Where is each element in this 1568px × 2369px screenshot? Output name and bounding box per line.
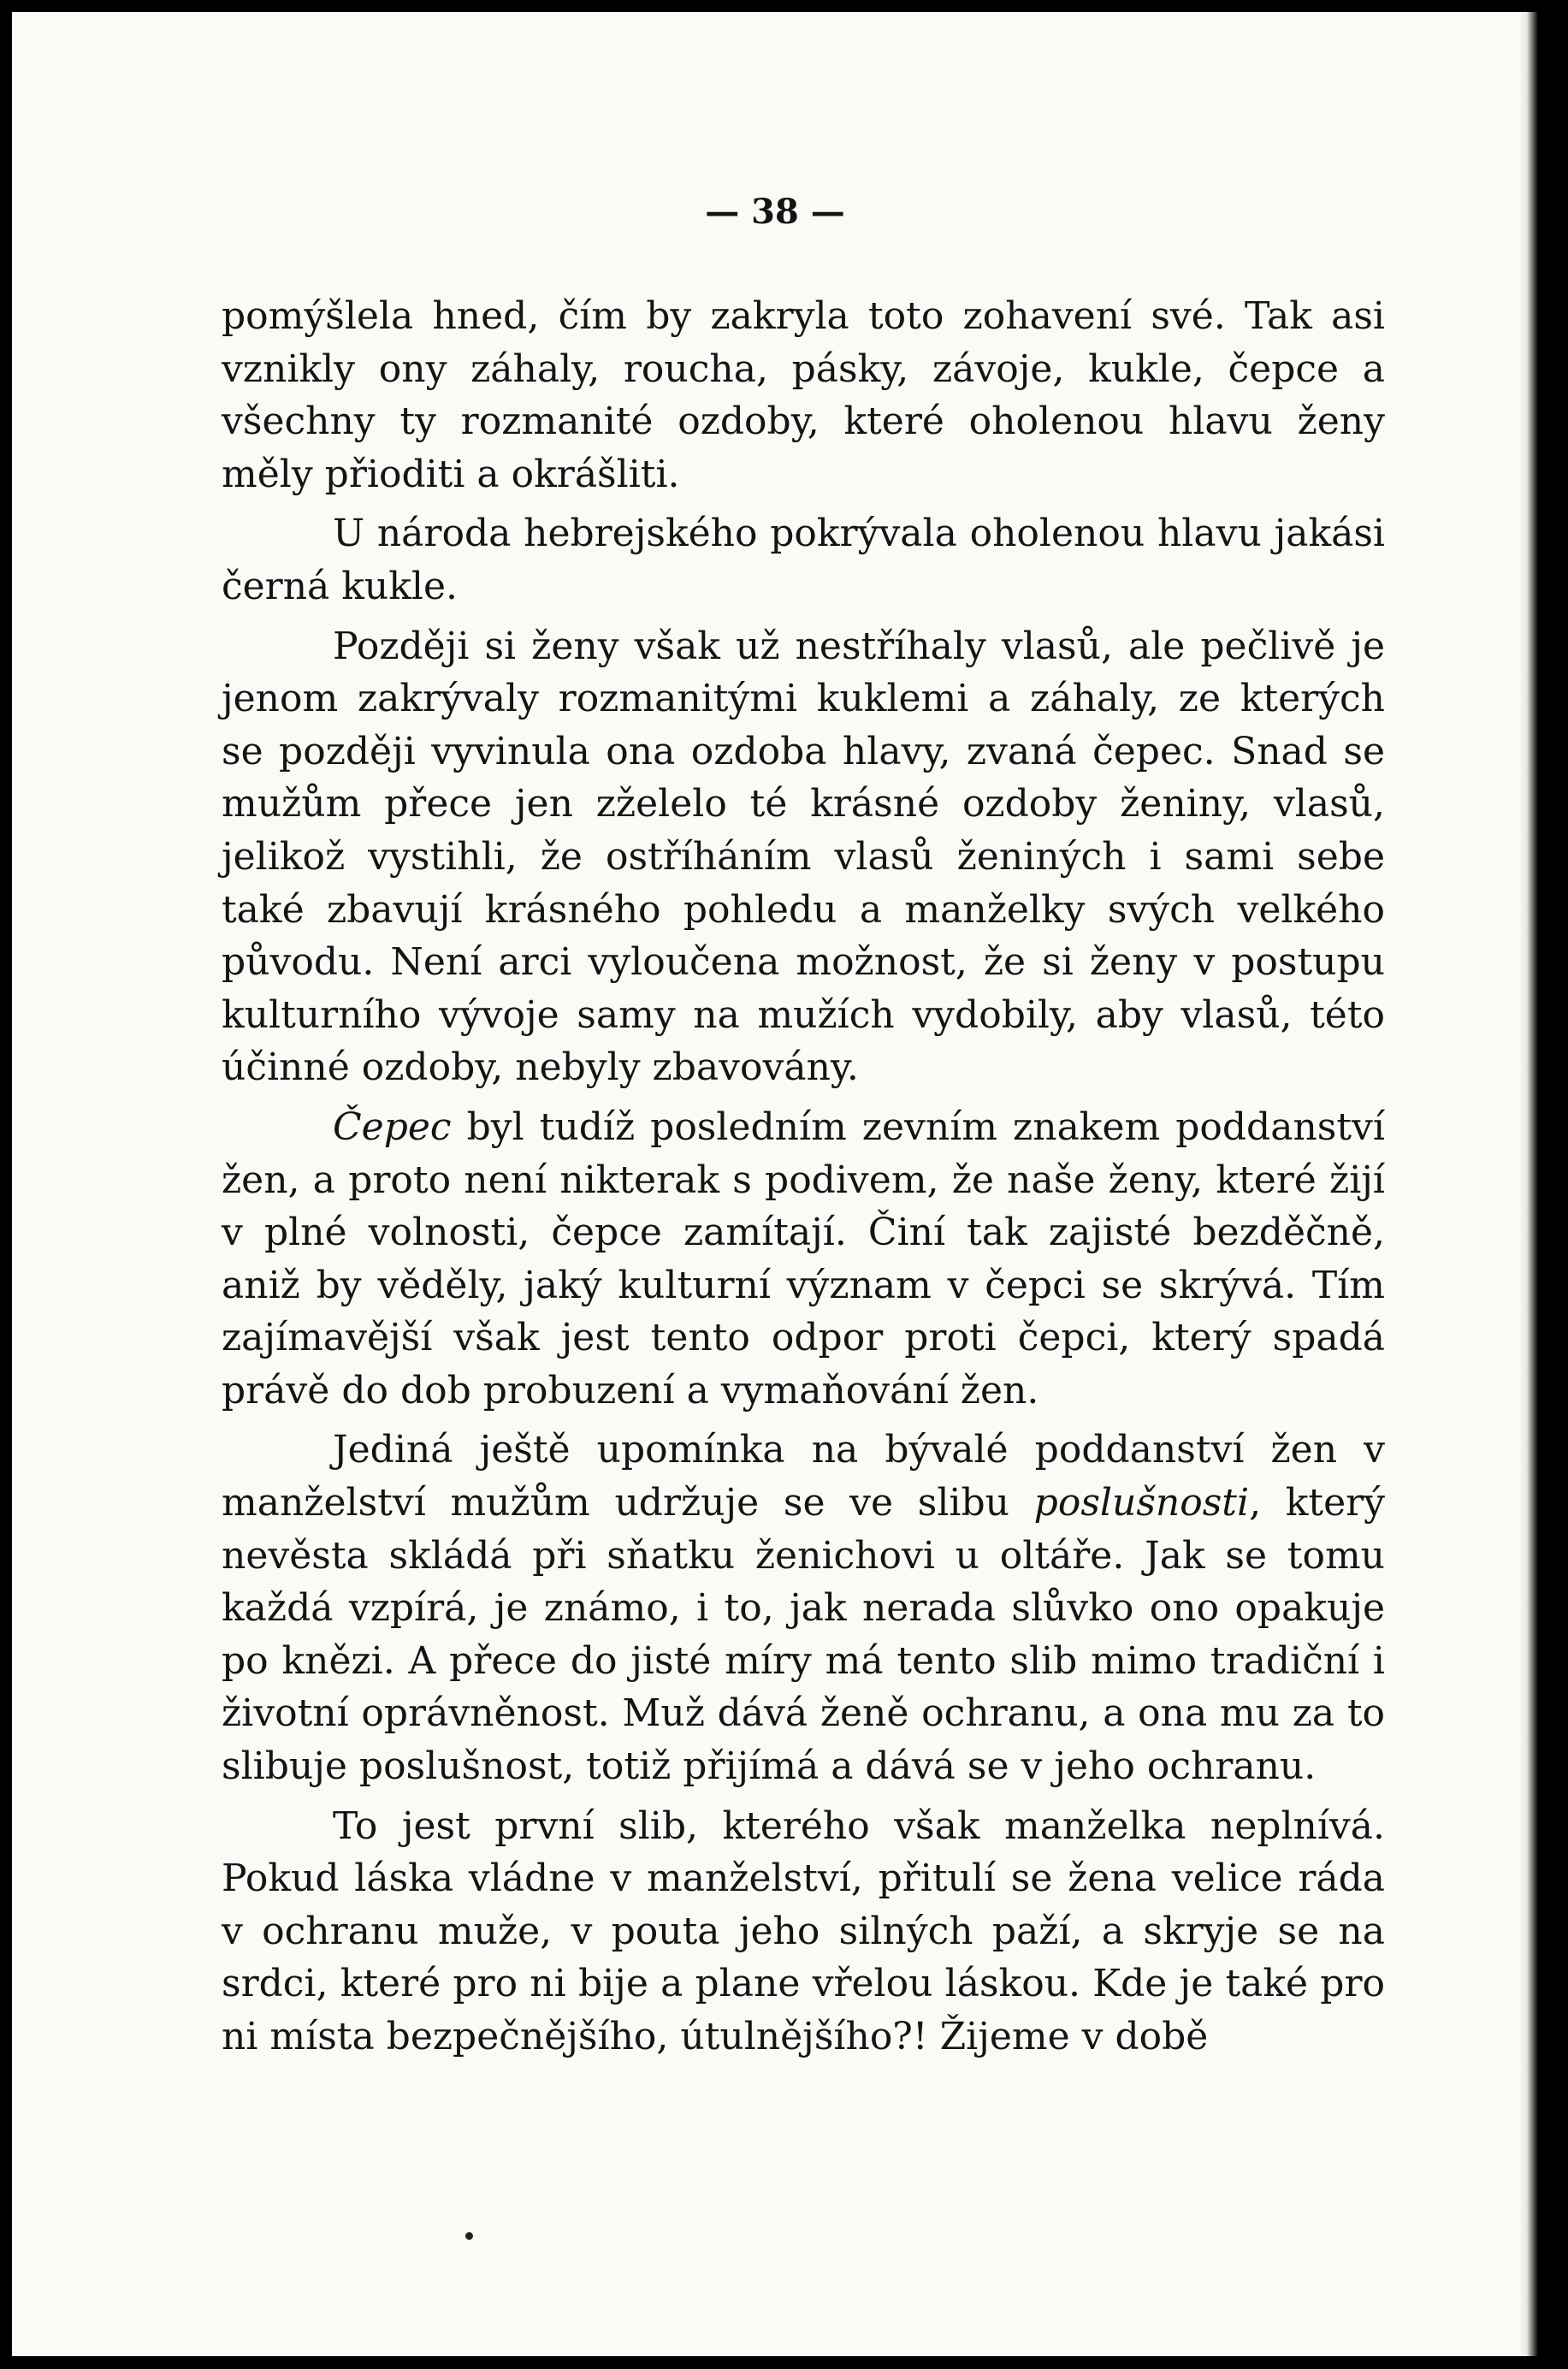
emphasized-text: poslušnosti bbox=[1033, 1481, 1250, 1525]
paragraph bbox=[222, 1800, 1385, 2064]
page-number: — 38 — bbox=[705, 192, 845, 232]
paragraph bbox=[222, 290, 1385, 500]
paragraph-text: byl tudíž posledním zevním znakem poddanství žen, a proto není nikterak s podivem, že naše ženy, které žijí v plné volnosti, čepce zamítají. Činí tak zajisté bezděčně, aniž by věděly, jaký kulturní význam v čepci se skrývá. Tím zajímavější však jest tento odpor proti čepci, který spadá právě do dob probuzení a vymaňování žen. bbox=[222, 1105, 1385, 1413]
paragraph-text: Jediná ještě upomínka na bývalé poddanství žen v manželství mužům udržuje se ve slibu bbox=[222, 1428, 1385, 1525]
paragraph bbox=[222, 620, 1385, 1094]
paragraph bbox=[222, 1424, 1385, 1792]
paragraph bbox=[222, 1101, 1385, 1418]
paragraph-text: To jest první slib, kterého však manželka neplnívá. Pokud láska vládne v manželství, přitulí se žena velice ráda v ochranu muže, v pouta jeho silných paží, a skryje se na srdci, které pro ni bije a plane vřelou láskou. Kde je také pro ni místa bezpečnějšího, útulnějšího?! Žijeme v době bbox=[222, 1803, 1385, 2058]
ink-speck bbox=[465, 2232, 473, 2240]
paragraph-text: Později si ženy však už nestříhaly vlasů, ale pečlivě je jenom zakrývaly rozmanitými kuklemi a záhaly, ze kterých se později vyvinula ona ozdoba hlavy, zvaná čepec. Snad se mužům přece jen zželelo té krásné ozdoby ženiny, vlasů, jelikož vystihli, že ostříháním vlasů ženiných i sami sebe také zbavují krásného pohledu a manželky svých velkého původu. Není arci vyloučena možnost, že si ženy v postupu kulturního vývoje samy na mužích vydobily, aby vlasů, této účinné ozdoby, nebyly zbavovány. bbox=[222, 624, 1385, 1090]
paragraph bbox=[222, 507, 1385, 613]
body-text bbox=[222, 290, 1385, 2070]
paragraph-text: U národa hebrejského pokrývala oholenou hlavu jakási černá kukle. bbox=[222, 512, 1385, 608]
book-page bbox=[12, 12, 1538, 2356]
paragraph-text: pomýšlela hned, čím by zakryla toto zohavení své. Tak asi vznikly ony záhaly, roucha, pásky, závoje, kukle, čepce a všechny ty rozmanité ozdoby, které oholenou hlavu ženy měly přioditi a okrášliti. bbox=[222, 294, 1385, 496]
emphasized-text: Čepec bbox=[333, 1105, 452, 1149]
paragraph-text: , který nevěsta skládá při sňatku ženichovi u oltáře. Jak se tomu každá vzpírá, je známo, i to, jak nerada slůvko ono opakuje po knězi. A přece do jisté míry má tento slib mimo tradiční i životní oprávněnost. Muž dává ženě ochranu, a ona mu za to slibuje poslušnost, totiž přijímá a dává se v jeho ochranu. bbox=[222, 1481, 1386, 1789]
page-edge-shadow bbox=[1519, 12, 1538, 2356]
